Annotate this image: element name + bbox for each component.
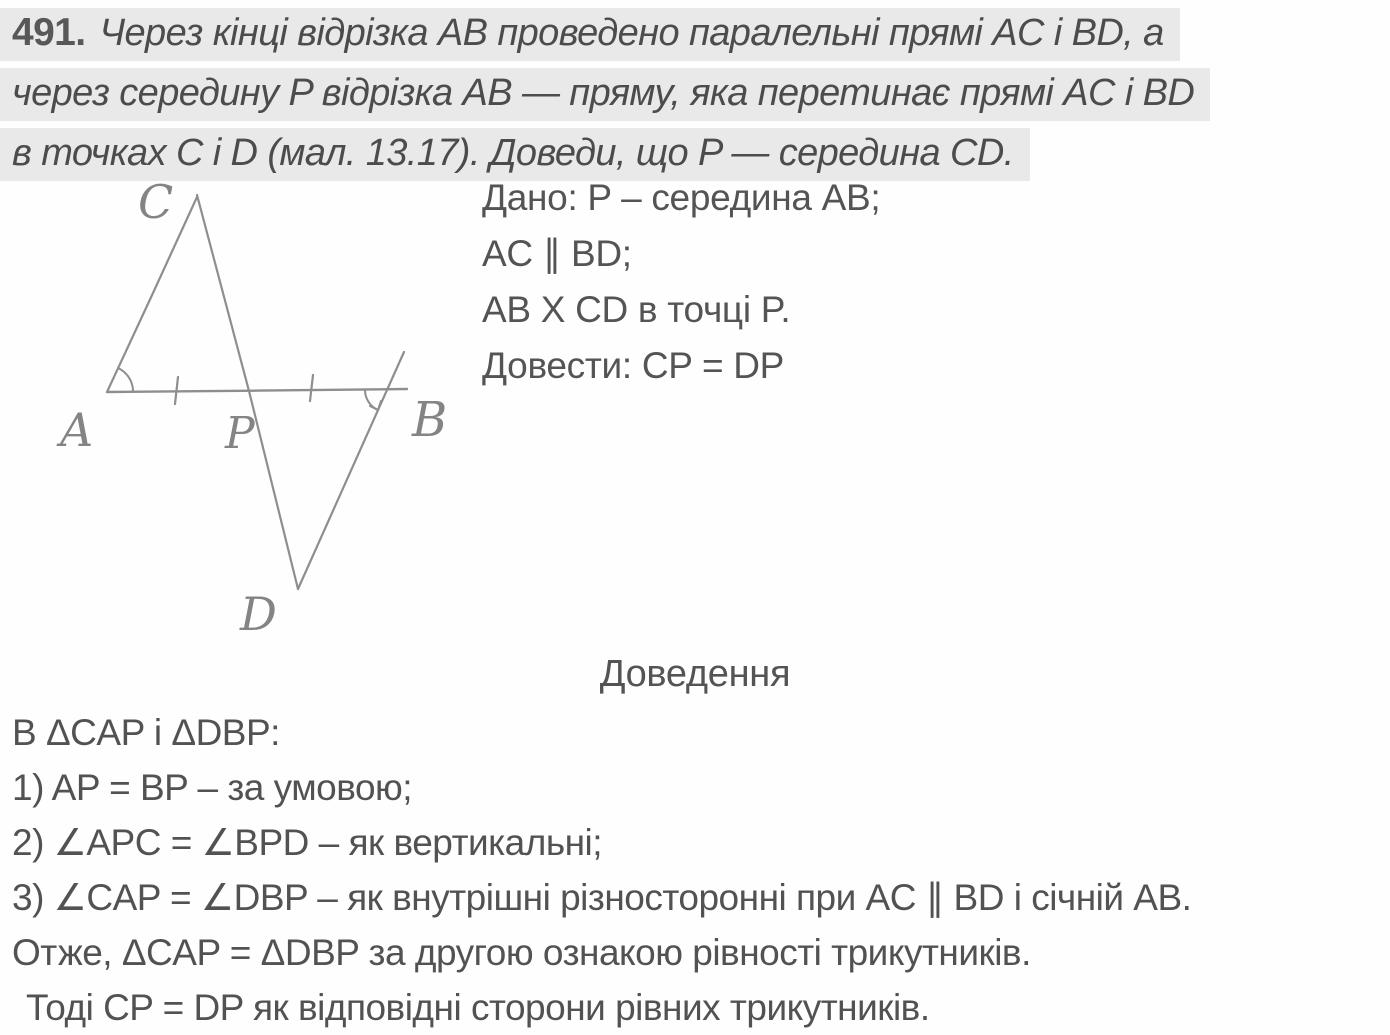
angle-arc-a xyxy=(118,368,133,391)
label-a: A xyxy=(60,403,94,457)
given-block xyxy=(482,170,880,394)
proof-line-1: 1) AP = BP – за умовою; xyxy=(12,767,413,808)
statement-text-2: через середину P відрізка AB — пряму, яка перетинає прямі AC і BD xyxy=(0,68,1210,121)
statement-text-3: в точках C і D (мал. 13.17). Доведи, що P — середина CD. xyxy=(0,128,1030,181)
tick-ap xyxy=(175,377,178,404)
geometry-figure xyxy=(30,160,460,650)
proof-line-intro: В ΔCAP і ΔDBP: xyxy=(12,712,280,753)
label-b: B xyxy=(412,392,448,448)
proof-line-3: 3) ∠CAP = ∠DBP – як внутрішні різносторонні при AC ∥ BD і січній AB. xyxy=(12,877,1192,918)
label-c: C xyxy=(138,175,174,229)
problem-number: 491. xyxy=(12,11,86,54)
label-p: P xyxy=(225,408,255,459)
tick-pb xyxy=(310,375,313,401)
statement-line-1 xyxy=(0,8,1390,61)
proof-section xyxy=(0,650,1390,1035)
statement-text-1: Через кінці відрізка AB проведено паралельні прямі AC і BD, а xyxy=(99,12,1164,54)
line-ab xyxy=(107,389,407,392)
proof-line-2: 2) ∠APC = ∠BPD – як вертикальні; xyxy=(12,822,603,863)
given-line-2: AC ∥ BD; xyxy=(482,233,632,274)
given-line-3: AB X CD в точці P. xyxy=(482,289,791,330)
proof-conclusion-2: Тоді CP = DP як відповідні сторони рівних трикутників. xyxy=(26,987,930,1028)
statement-line-2 xyxy=(0,68,1390,121)
given-line-1: Дано: P – середина AB; xyxy=(482,177,881,218)
figure-drawing xyxy=(30,160,460,650)
label-d: D xyxy=(240,587,277,641)
line-bd xyxy=(298,352,404,589)
proof-title: Доведення xyxy=(599,653,791,695)
proof-conclusion-1: Отже, ΔCAP = ΔDBP за другою ознакою рівності трикутників. xyxy=(12,932,1031,973)
to-prove-line: Довести: CP = DP xyxy=(482,345,785,386)
